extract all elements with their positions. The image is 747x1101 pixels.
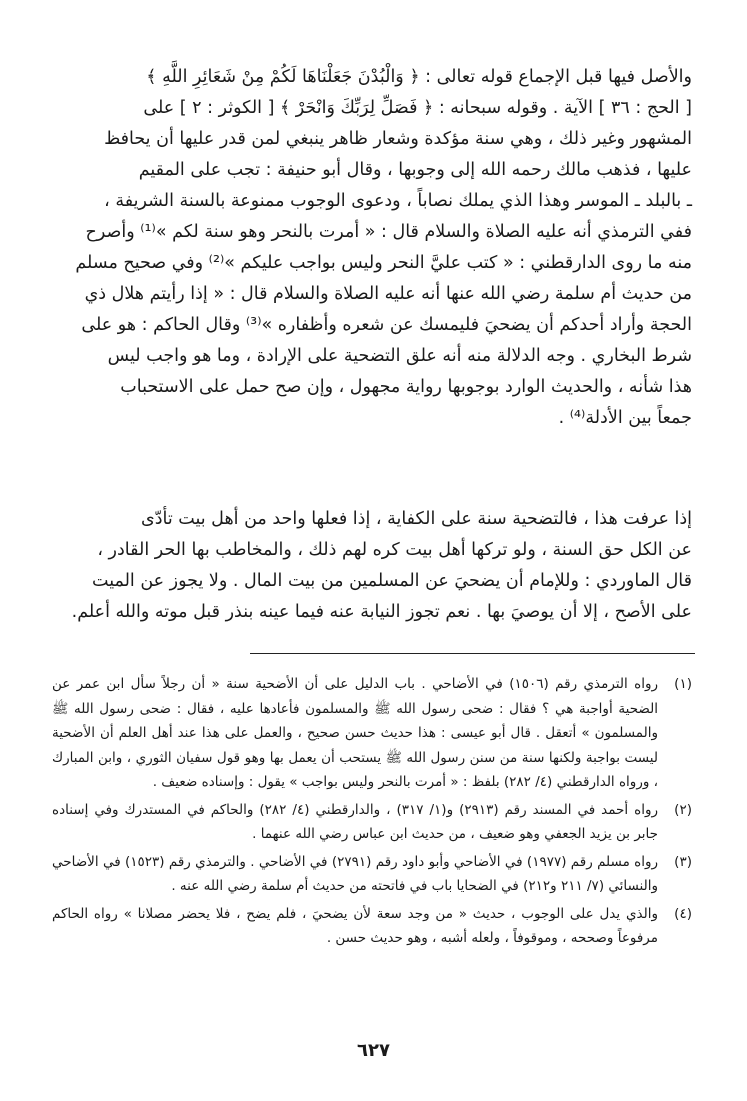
text-line: قال الماوردي : وللإمام أن يضحيَ عن المسلمين من بيت المال . ولا يجوز عن الميت [92,571,692,591]
footnote-text: والذي يدل على الوجوب ، حديث « من وجد سعة لأن يضحيَ ، فلم يضح ، فلا يحضر مصلانا » رواه الحاكم مرفوعاً وصححه ، وموقوفاً ، ولعله أشبه ، وهو حديث حسن . [52,905,658,946]
text-line: المشهور وغير ذلك ، وهي سنة مؤكدة وشعار ظاهر ينبغي لمن قدر عليها أن يحافظ [104,129,692,149]
text-line: ـ بالبلد ـ الموسر وهذا الذي يملك نصاباً ، ودعوى الوجوب ممنوعة بالسنة الشريفة ، [104,191,692,211]
footnote-number: (٤) [674,905,692,922]
text-line: على الأصح ، إلا أن يوصيَ بها . نعم تجوز النيابة عنه فيما عينه بنذر قبل موته والله أعلم. [71,602,692,622]
footnote-number: (٢) [674,801,692,818]
page-number: ٦٢٧ [357,1040,390,1061]
text-line: ففي الترمذي أنه عليه الصلاة والسلام قال : « أمرت بالنحر وهو سنة لكم »⁽¹⁾ وأصرح [85,222,692,242]
footnote-number: (٣) [674,853,692,870]
text-line: جمعاً بين الأدلة⁽⁴⁾ . [558,408,692,428]
text-line: هذا شأنه ، والحديث الوارد بوجوبها رواية مجهول ، وإن صح حمل على الاستحباب [120,377,692,397]
text-line: عليها ، فذهب مالك رحمه الله إلى وجوبها ، وقال أبو حنيفة : تجب على المقيم [138,160,692,180]
footnote-number: (١) [674,676,692,692]
text-line: من حديث أم سلمة رضي الله عنها أنه عليه الصلاة والسلام قال : « إذا رأيتم هلال ذي [84,284,692,304]
text-line: عن الكل حق السنة ، ولو تركها أهل بيت كره لهم ذلك ، والمخاطب بها الحر القادر ، [97,540,692,560]
text-line: [ الحج : ٣٦ ] الآية . وقوله سبحانه : ﴿ فَصَلِّ لِرَبِّكَ وَانْحَرْ ﴾ [ الكوثر : ٢ ] على [143,98,692,118]
footnote [52,672,692,795]
text-line: إذا عرفت هذا ، فالتضحية سنة على الكفاية ، إذا فعلها واحد من أهل بيت تأدّى [141,509,692,529]
main-paragraph [52,62,692,434]
text-line: منه ما روى الدارقطني : « كتب عليَّ النحر وليس بواجب عليكم »⁽²⁾ وفي صحيح مسلم [75,253,692,273]
footnote [52,902,692,951]
footnote-text: رواه أحمد في المسند رقم (٢٩١٣) و(١/ ٣١٧) ، والدارقطني (٤/ ٢٨٢) والحاكم في المستدرك وفي إسناده جابر بن يزيد الجعفي وهو ضعيف ، من حديث ابن عباس رضي الله عنهما . [52,801,659,842]
footnote-text: رواه مسلم رقم (١٩٧٧) في الأضاحي وأبو داود رقم (٢٧٩١) في الأضاحي . والترمذي رقم (١٥٢٣) في الأضاحي والنسائي (٧/ ٢١١ و٢١٢) في الضحايا باب في فاتحته من حديث أم سلمة رضي الله عنه . [52,853,658,894]
footnote [52,850,692,899]
second-paragraph [52,504,692,628]
footnote-separator [250,653,695,654]
footnote [52,798,692,847]
text-line: الحجة وأراد أحدكم أن يضحيَ فليمسك عن شعره وأظفاره »⁽³⁾ وقال الحاكم : هو على [81,315,692,335]
footnote-text: رواه الترمذي رقم (١٥٠٦) في الأضاحي . باب الدليل على أن الأضحية سنة « أن رجلاً سأل ابن عمر عن الضحية أواجبة هي ؟ فقال : ضحى رسول الله ﷺ والمسلمون فأعادها عليه ، فقال : ضحى رسول الله ﷺ والمسلمون » أتعقل . قال أبو عيسى : هذا حديث حسن صحيح ، والعمل على هذا عند أهل العلم أن الأضحية ليست بواجبة ولكنها سنة من سنن رسول الله ﷺ يستحب أن يعمل بها وهو قول سفيان الثوري ، وابن المبارك ، ورواه الدارقطني (٤/ ٢٨٢) بلفظ : « أمرت بالنحر وليس بواجب » يقول : وإسناده ضعيف . [52,676,658,790]
footnotes [52,672,692,954]
text-line: شرط البخاري . وجه الدلالة منه أنه علق التضحية على الإرادة ، وما هو واجب ليس [107,346,692,366]
text-line: والأصل فيها قبل الإجماع قوله تعالى : ﴿ وَالْبُدْنَ جَعَلْنَاهَا لَكُمْ مِنْ شَعَائِرِ اللَّهِ ﴾ [146,67,692,87]
